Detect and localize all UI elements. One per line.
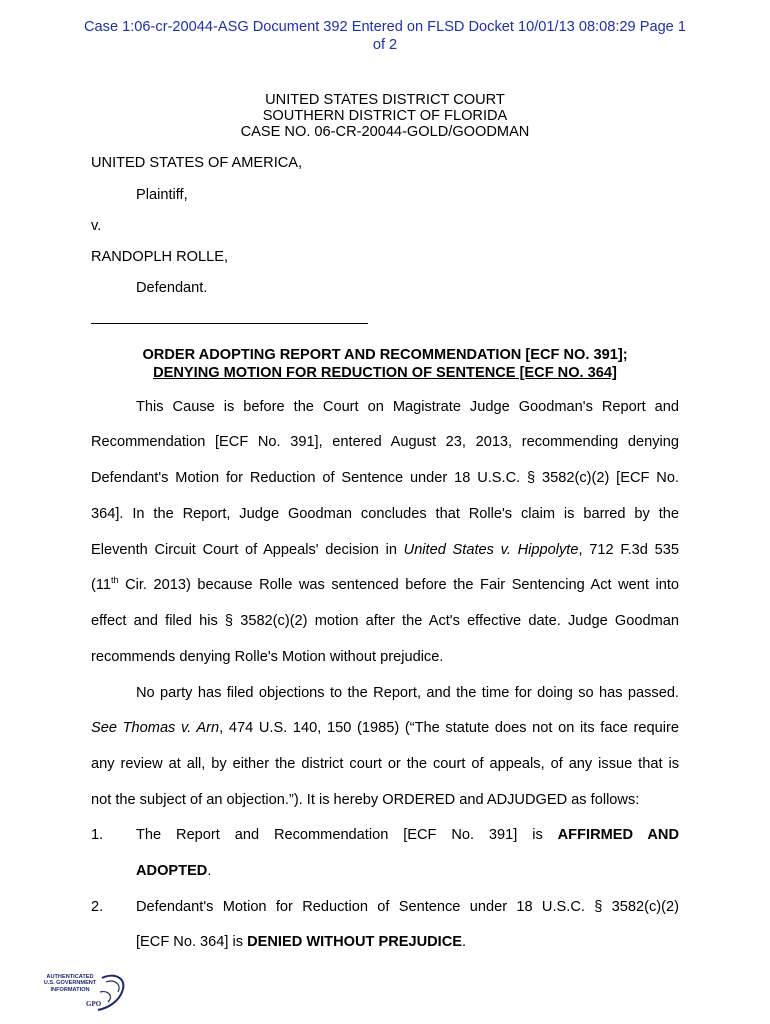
- docket-header-line-2: of 2: [372, 37, 398, 53]
- plaintiff-role: Plaintiff,: [136, 187, 188, 203]
- plaintiff-name: UNITED STATES OF AMERICA,: [91, 155, 303, 171]
- item-1-ruling-cont: ADOPTED: [136, 863, 208, 879]
- court-district: SOUTHERN DISTRICT OF FLORIDA: [262, 108, 508, 124]
- item-2-line-2: [136, 933, 679, 951]
- item-1-number: 1.: [91, 827, 104, 843]
- para1-line-1: This Cause is before the Court on Magistrate Judge Goodman's Report and: [136, 399, 679, 415]
- para1-line-8: recommends denying Rolle's Motion without prejudice.: [91, 649, 444, 665]
- item-2-ruling: DENIED WITHOUT PREJUDICE: [247, 934, 462, 950]
- gpo-mark: GPO: [86, 1000, 102, 1008]
- item-1-line-1: [136, 826, 679, 844]
- defendant-role: Defendant.: [136, 280, 208, 296]
- para1-line-6: [91, 576, 679, 594]
- order-title: [0, 346, 770, 382]
- item-1-line-2: [136, 862, 679, 880]
- item-1-ruling: AFFIRMED AND: [557, 827, 679, 843]
- item-2-text: [ECF No. 364] is: [136, 934, 248, 950]
- case-citation-thomas: See Thomas v. Arn: [91, 720, 220, 736]
- caption-divider: [91, 323, 368, 324]
- para1-line-5: [91, 541, 679, 559]
- para1-line-3: Defendant's Motion for Reduction of Sentence under 18 U.S.C. § 3582(c)(2) [ECF No.: [91, 470, 679, 486]
- item-2-line-1: Defendant's Motion for Reduction of Sentence under 18 U.S.C. § 3582(c)(2): [136, 899, 679, 915]
- eagle-icon: [42, 970, 132, 1016]
- gpo-seal-text-2: U.S. GOVERNMENT: [43, 980, 97, 987]
- court-heading: [0, 92, 770, 140]
- docket-header-stamp: [40, 18, 730, 54]
- item-1-period: .: [207, 863, 212, 879]
- para2-line-2-text: , 474 U.S. 140, 150 (1985) (“The statute does not on its face require: [219, 720, 679, 736]
- versus: v.: [91, 218, 102, 234]
- para1-line-7: effect and filed his § 3582(c)(2) motion after the Act's effective date. Judge Goodman: [91, 613, 679, 629]
- order-title-line-1: ORDER ADOPTING REPORT AND RECOMMENDATION [ECF NO. 391];: [142, 347, 628, 363]
- gpo-seal-text-1: AUTHENTICATED: [46, 974, 94, 980]
- para2-line-4: not the subject of an objection.”). It is hereby ORDERED and ADJUDGED as follows:: [91, 792, 640, 808]
- case-number: CASE NO. 06-CR-20044-GOLD/GOODMAN: [240, 124, 530, 140]
- para1-line-5-cite: , 712 F.3d 535: [578, 542, 679, 558]
- defendant-name: RANDOPLH ROLLE,: [91, 249, 229, 265]
- para2-line-2: [91, 719, 679, 737]
- para1-line-6-open: (11: [91, 577, 112, 593]
- court-name: UNITED STATES DISTRICT COURT: [265, 92, 505, 108]
- item-2-number: 2.: [91, 899, 104, 915]
- gpo-authentication-seal: [42, 970, 132, 1016]
- para1-line-6-text: Cir. 2013) because Rolle was sentenced before the Fair Sentencing Act went into: [118, 577, 679, 593]
- order-title-line-2: DENYING MOTION FOR REDUCTION OF SENTENCE [ECF NO. 364]: [153, 365, 617, 381]
- para2-line-1: No party has filed objections to the Report, and the time for doing so has passed.: [136, 685, 679, 701]
- case-citation-hippolyte: United States v. Hippolyte: [403, 542, 579, 558]
- para1-line-5-text: Eleventh Circuit Court of Appeals' decision in: [91, 542, 404, 558]
- item-1-text: The Report and Recommendation [ECF No. 391] is: [136, 827, 558, 843]
- docket-header-line-1: Case 1:06-cr-20044-ASG Document 392 Entered on FLSD Docket 10/01/13 08:08:29 Page 1: [84, 19, 686, 35]
- gpo-seal-text-3: INFORMATION: [50, 986, 90, 993]
- para1-line-2: Recommendation [ECF No. 391], entered August 23, 2013, recommending denying: [91, 434, 679, 450]
- ordinal-superscript: th: [111, 575, 119, 585]
- para1-line-4: 364]. In the Report, Judge Goodman concludes that Rolle's claim is barred by the: [91, 506, 679, 522]
- item-2-period: .: [462, 934, 467, 950]
- para2-line-3: any review at all, by either the district court or the court of appeals, of any issue that is: [91, 756, 679, 772]
